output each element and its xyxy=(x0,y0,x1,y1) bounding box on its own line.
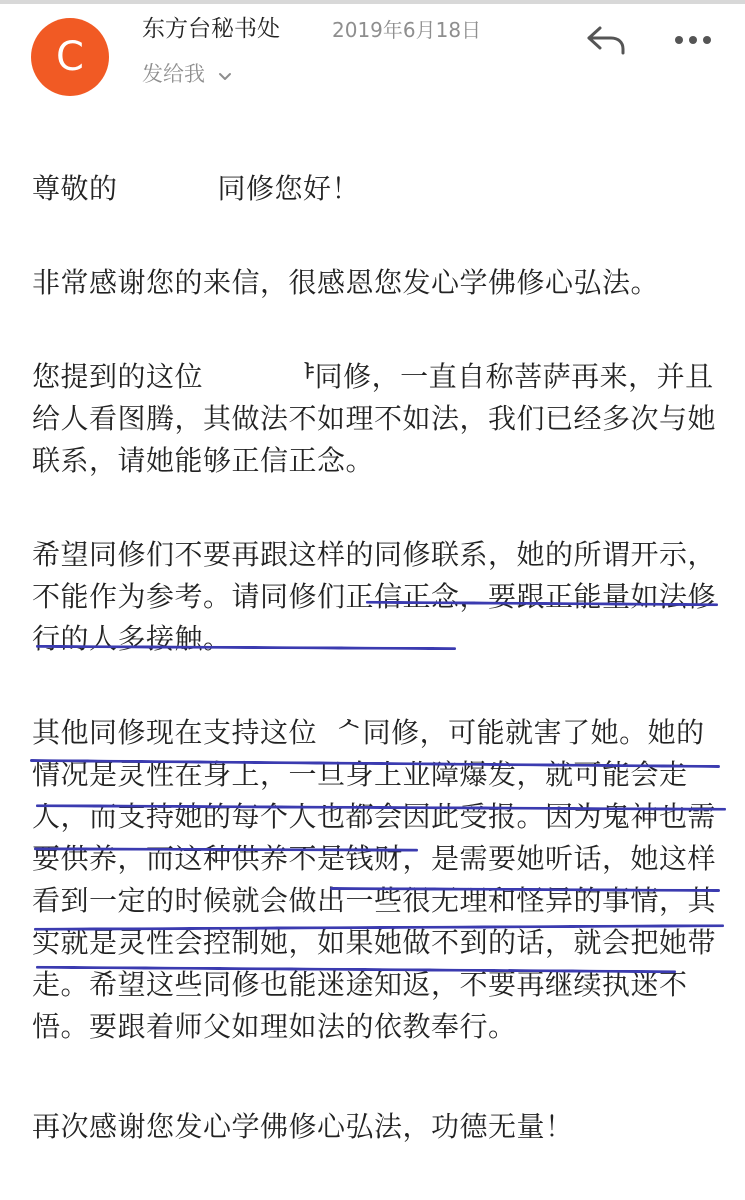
greeting xyxy=(32,168,732,210)
more-options-button[interactable] xyxy=(672,30,714,50)
reply-button[interactable] xyxy=(585,24,627,56)
sender-avatar[interactable]: C xyxy=(31,18,109,96)
paragraph-thanks: 非常感谢您的来信，很感恩您发心学佛修心弘法。 xyxy=(32,266,660,299)
paragraph-warning-start: 其他同修现在支持这位 xyxy=(32,716,318,749)
paragraph-mention-rest: ᅣ同修，一直自称菩萨再来，并且给人看图腾，其做法不如理不如法，我们已经多次与她联系，请她能够正信正念。 xyxy=(32,360,717,477)
reply-arrow-icon xyxy=(585,24,627,56)
paragraph-mention xyxy=(32,356,732,482)
message-body xyxy=(32,168,732,1200)
greeting-prefix: 尊敬的 xyxy=(32,172,118,205)
recipient-toggle[interactable] xyxy=(142,60,232,89)
recipient-label: 发给我 xyxy=(142,62,205,86)
paragraph-warning-rest: ᄉ同修，可能就害了她。她的情况是灵性在身上，一旦身上业障爆发，就可能会走人，而支持她的每个人也都会因此受报。因为鬼神也需要供养，而这种供养不是钱财，是需要她听话，她这样看到一定的时候就会做出一些很无理和怪异的事情，其实就是灵性会控制她，如果她做不到的话，就会把她带走。希望这些同修也能迷途知返，不要再继续执迷不悟。要跟着师父如理如法的依教奉行。 xyxy=(32,716,717,1043)
more-dots-icon xyxy=(672,30,714,50)
message-header xyxy=(0,0,745,110)
chevron-down-icon xyxy=(218,61,232,89)
closing-line: 再次感谢您发心学佛修心弘法，功德无量！ xyxy=(32,1110,574,1143)
paragraph-mention-start: 您提到的这位 xyxy=(32,360,204,393)
sender-name[interactable]: 东方台秘书处 xyxy=(142,16,280,42)
paragraph-advice: 希望同修们不要再跟这样的同修联系，她的所谓开示，不能作为参考。请同修们正信正念，要跟正能量如法修行的人多接触。 xyxy=(32,538,717,655)
sent-date: 2019年6月18日 xyxy=(332,18,482,42)
greeting-suffix: 同修您好！ xyxy=(217,172,361,205)
